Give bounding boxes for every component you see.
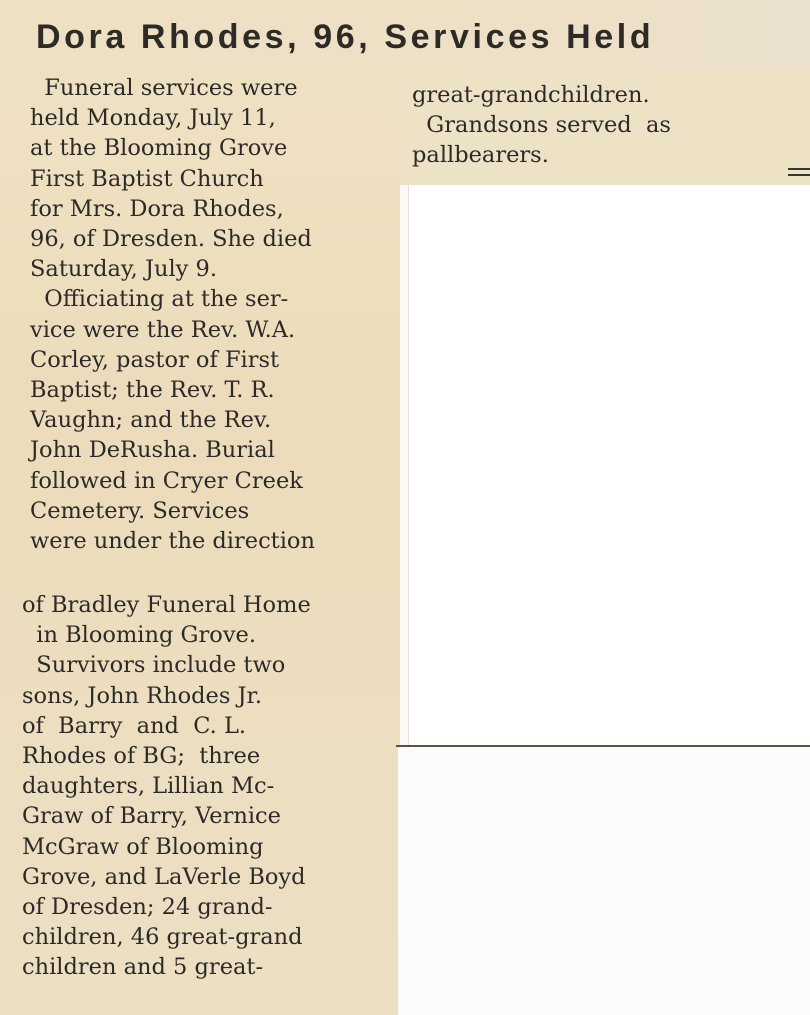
- text-line: Grandsons served as: [412, 112, 671, 139]
- text-line: Graw of Barry, Vernice: [22, 803, 281, 830]
- obituary-column-right: [412, 80, 671, 171]
- text-line: McGraw of Blooming: [22, 833, 264, 860]
- text-line: of Bradley Funeral Home: [22, 592, 311, 618]
- text-line: pallbearers.: [412, 142, 549, 169]
- text-line: John DeRusha. Burial: [30, 437, 275, 464]
- text-line: children, 46 great-grand: [22, 924, 303, 951]
- text-line: at the Blooming Grove: [30, 135, 288, 162]
- fold-line: [396, 745, 810, 747]
- text-line: Cemetery. Services: [30, 497, 250, 524]
- blank-paper-lower: [398, 748, 810, 1015]
- text-line: vice were the Rev. W.A.: [30, 316, 296, 343]
- text-line: held Monday, July 11,: [30, 105, 276, 132]
- column-rule-mark: [788, 168, 810, 176]
- text-line: Rhodes of BG; three: [22, 743, 261, 770]
- text-line: in Blooming Grove.: [22, 622, 256, 649]
- text-line: 96, of Dresden. She died: [30, 226, 312, 253]
- text-line: of Dresden; 24 grand-: [22, 894, 273, 921]
- text-line: followed in Cryer Creek: [30, 467, 303, 494]
- text-line: children and 5 great-: [22, 954, 264, 981]
- text-line: Saturday, July 9.: [30, 256, 217, 283]
- text-line: Corley, pastor of First: [30, 346, 280, 373]
- text-line: Grove, and LaVerle Boyd: [22, 863, 306, 890]
- text-line: of Barry and C. L.: [22, 712, 247, 739]
- text-line: were under the direction: [30, 528, 315, 555]
- text-line: Survivors include two: [22, 652, 286, 679]
- text-line: daughters, Lillian Mc-: [22, 773, 275, 800]
- obituary-column-left-bottom: [22, 590, 311, 983]
- blank-paper-upper: [408, 185, 810, 745]
- text-line: First Baptist Church: [30, 165, 264, 192]
- text-line: Vaughn; and the Rev.: [30, 407, 272, 434]
- text-line: Officiating at the ser-: [30, 286, 289, 313]
- text-line: for Mrs. Dora Rhodes,: [30, 195, 284, 222]
- text-line: great-grandchildren.: [412, 82, 650, 108]
- text-line: Funeral services were: [30, 75, 298, 101]
- obituary-headline: Dora Rhodes, 96, Services Held: [36, 18, 655, 56]
- text-line: sons, John Rhodes Jr.: [22, 682, 262, 709]
- text-line: Baptist; the Rev. T. R.: [30, 377, 275, 404]
- obituary-column-left-top: [30, 73, 315, 556]
